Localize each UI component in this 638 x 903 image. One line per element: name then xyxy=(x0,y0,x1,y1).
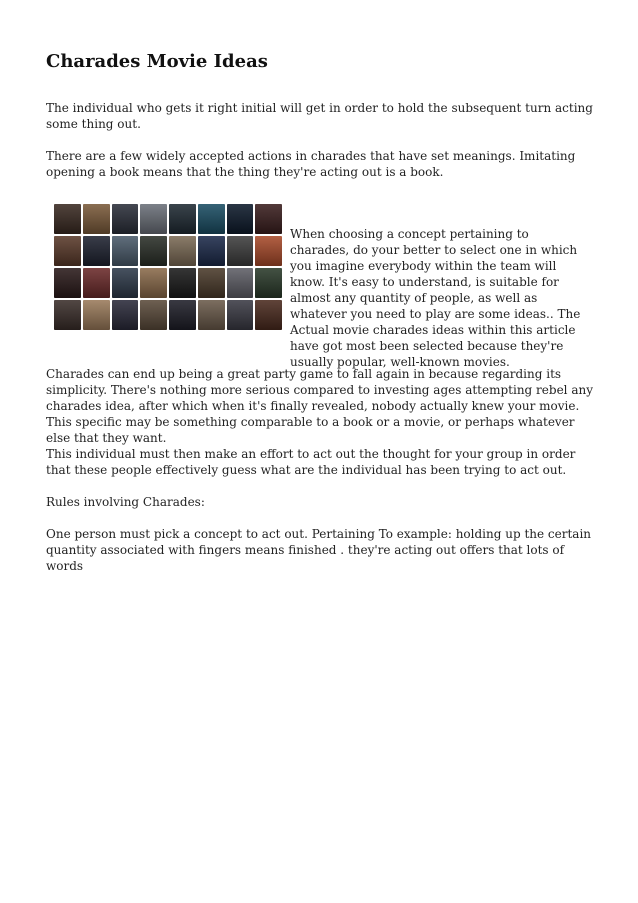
movie-poster-tile xyxy=(83,204,110,234)
paragraph-2: There are a few widely accepted actions in charades that have set meanings. Imitating opening a book means that the thing they're acting out is a book. xyxy=(46,149,576,179)
figure-side-text: When choosing a concept pertaining to charades, do your better to select one in which you imagine everybody within the team will know. It's easy to understand, is suitable for almost any quantity of people, as well as whatever you need to play are some ideas.. The Actual movie charades ideas within this article have got most been selected because they're usually popular, well-known movies. xyxy=(290,227,581,369)
movie-poster-tile xyxy=(140,204,167,234)
movie-poster-tile xyxy=(169,268,196,298)
movie-poster-tile xyxy=(54,300,81,330)
movie-poster-tile xyxy=(112,204,139,234)
movie-poster-tile xyxy=(227,300,254,330)
movie-poster-tile xyxy=(54,268,81,298)
movie-poster-tile xyxy=(54,236,81,266)
movie-poster-tile xyxy=(227,236,254,266)
movie-poster-tile xyxy=(83,268,110,298)
movie-poster-tile xyxy=(83,236,110,266)
movie-poster-tile xyxy=(198,204,225,234)
movie-poster-collage-image xyxy=(54,204,282,330)
movie-poster-tile xyxy=(255,268,282,298)
movie-poster-tile xyxy=(169,204,196,234)
movie-poster-tile xyxy=(198,236,225,266)
paragraph-1: The individual who gets it right initial will get in order to hold the subsequent turn acting some thing out. xyxy=(46,101,593,131)
movie-poster-tile xyxy=(255,300,282,330)
paragraph-4: This individual must then make an effort to act out the thought for your group in order that these people effectively guess what are the individual has been trying to act out. xyxy=(46,447,576,477)
paragraph-5: One person must pick a concept to act out. Pertaining To example: holding up the certain quantity associated with fingers means finished . they're acting out offers that lots of words xyxy=(46,527,592,573)
paragraph-3: Charades can end up being a great party game to fall again in because regarding its simplicity. There's nothing more serious compared to investing ages attempting rebel any charades idea, after which when it's finally revealed, nobody actually knew your movie. This specific may be something comparable to a book or a movie, or perhaps whatever else that they want. xyxy=(46,367,593,445)
movie-poster-tile xyxy=(198,300,225,330)
movie-poster-tile xyxy=(140,236,167,266)
movie-poster-tile xyxy=(169,300,196,330)
movie-poster-tile xyxy=(112,236,139,266)
movie-poster-tile xyxy=(140,300,167,330)
movie-poster-tile xyxy=(227,204,254,234)
movie-poster-tile xyxy=(255,236,282,266)
movie-poster-tile xyxy=(112,268,139,298)
movie-poster-tile xyxy=(112,300,139,330)
movie-poster-tile xyxy=(169,236,196,266)
movie-poster-tile xyxy=(198,268,225,298)
movie-poster-tile xyxy=(83,300,110,330)
movie-poster-tile xyxy=(140,268,167,298)
movie-poster-tile xyxy=(54,204,81,234)
movie-poster-tile xyxy=(255,204,282,234)
page-title: Charades Movie Ideas xyxy=(46,51,268,72)
movie-poster-tile xyxy=(227,268,254,298)
paragraph-rules-heading: Rules involving Charades: xyxy=(46,495,205,509)
